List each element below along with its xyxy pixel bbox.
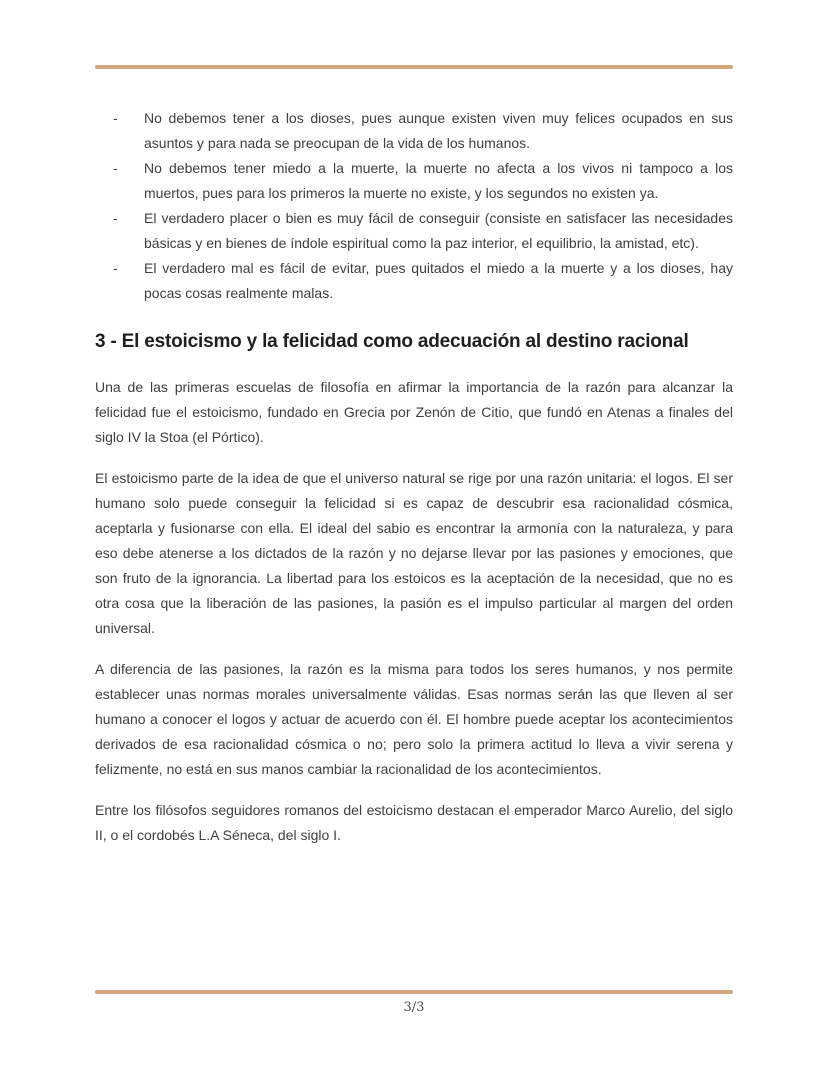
paragraph: A diferencia de las pasiones, la razón es la misma para todos los seres humanos, y nos permite establecer unas normas morales universalmente válidas. Esas normas serán las que lleven al ser humano a conocer el logos y actuar de acuerdo con él. El hombre puede aceptar los acontecimientos derivados de esa racionalidad cósmica o no; pero solo la primera actitud lo lleva a vivir serena y felizmente, no está en sus manos cambiar la racionalidad de los acontecimientos. xyxy=(95,661,733,777)
list-item xyxy=(95,106,733,156)
page-number: 3/3 xyxy=(403,1000,425,1015)
bullet-list xyxy=(95,106,733,306)
list-item xyxy=(95,206,733,256)
top-horizontal-rule xyxy=(95,65,733,69)
bullet-dash: - xyxy=(113,160,118,176)
bullet-text: El verdadero mal es fácil de evitar, pues quitados el miedo a la muerte y a los dioses, hay pocas cosas realmente malas. xyxy=(144,260,733,301)
paragraph: El estoicismo parte de la idea de que el universo natural se rige por una razón unitaria: el logos. El ser humano solo puede conseguir la felicidad si es capaz de descubrir esa racionalidad cósmica, aceptarla y fusionarse con ella. El ideal del sabio es encontrar la armonía con la naturaleza, y para eso debe atenerse a los dictados de la razón y no dejarse llevar por las pasiones y emociones, que son fruto de la ignorancia. La libertad para los estoicos es la aceptación de la necesidad, que no es otra cosa que la liberación de las pasiones, la pasión es el impulso particular al margen del orden universal. xyxy=(95,470,733,636)
bullet-text: El verdadero placer o bien es muy fácil de conseguir (consiste en satisfacer las necesidades básicas y en bienes de índole espiritual como la paz interior, el equilibrio, la amistad, etc). xyxy=(144,210,733,251)
list-item xyxy=(95,256,733,306)
bullet-dash: - xyxy=(113,110,118,126)
list-item xyxy=(95,156,733,206)
paragraph: Entre los filósofos seguidores romanos del estoicismo destacan el emperador Marco Aurelio, del siglo II, o el cordobés L.A Séneca, del siglo I. xyxy=(95,802,733,843)
bullet-text: No debemos tener a los dioses, pues aunque existen viven muy felices ocupados en sus asuntos y para nada se preocupan de la vida de los humanos. xyxy=(144,110,733,151)
paragraph: Una de las primeras escuelas de filosofía en afirmar la importancia de la razón para alcanzar la felicidad fue el estoicismo, fundado en Grecia por Zenón de Citio, que fundó en Atenas a finales del siglo IV la Stoa (el Pórtico). xyxy=(95,379,733,445)
page-footer xyxy=(95,990,733,1015)
bullet-dash: - xyxy=(113,260,118,276)
bullet-text: No debemos tener miedo a la muerte, la muerte no afecta a los vivos ni tampoco a los muertos, pues para los primeros la muerte no existe, y los segundos no existen ya. xyxy=(144,160,733,201)
footer-horizontal-rule xyxy=(95,990,733,994)
section-heading: 3 - El estoicismo y la felicidad como adecuación al destino racional xyxy=(95,331,689,352)
bullet-dash: - xyxy=(113,210,118,226)
